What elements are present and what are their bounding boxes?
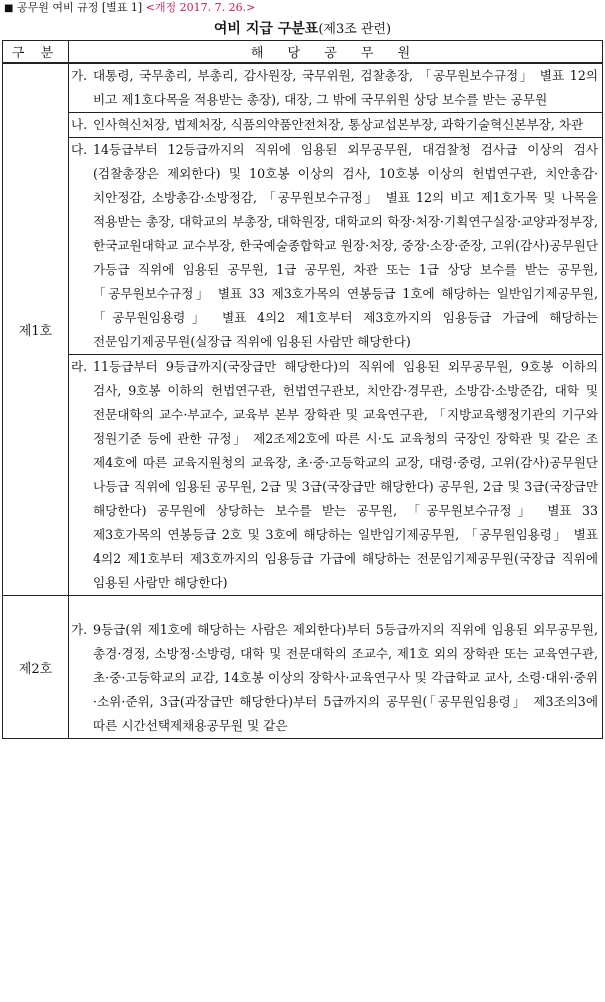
item-text: 11등급부터 9등급까지(국장급만 해당한다)의 직위에 임용된 외무공무원, 9호봉 이하의 검사, 9호봉 이하의 헌법연구관, 헌법연구관보, 치안감·경무관, 소방감·소방준감, 대학 및 전문대학의 교수·부교수, 교육부 본부 장학관 및 교육연구관, 「지방교육행정기관의 기구와 정원기준 등에 관한 규정」 제2조제2호에 따른 시·도 교육청의 국장인 장학관 및 같은 조 제4호에 따른 교육지원청의 교육장, 초·중·고등학교의 교장, 대령·중령, 고위(감사)공무원단 나등급 직위에 임용된 공무원, 2급 및 3급(국장급만 해당한다) 공무원, 2급 및 3급(국장급만 해당한다) 공무원에 상당하는 보수를 받는 공무원, 「공무원보수규정」 별표 33 제3호가목의 연봉등급 2호 및 3호에 해당하는 일반임기제공무원, 「공무원임용령」 별표 4의2 제1호부터 제3호까지의 임용등급 가급에 해당하는 전문임기제공무원(국장급 직위에 임용된 사람만 해당한다)	[93, 359, 598, 590]
table-header-row	[3, 41, 603, 64]
item-marker: 나.	[71, 117, 88, 132]
row-label: 제1호	[3, 63, 69, 596]
column-header-category: 구 분	[3, 41, 69, 64]
item-marker: 가.	[71, 622, 88, 637]
list-item	[69, 355, 602, 595]
item-marker: 다.	[71, 142, 88, 157]
item-text: 14등급부터 12등급까지의 직위에 임용된 외무공무원, 대검찰청 검사급 이상의 검사(검찰총장은 제외한다) 및 10호봉 이상의 검사, 10호봉 이상의 헌법연구관, 치안총감·치안정감, 소방총감·소방정감, 「공무원보수규정」 별표 12의 비고 제1호가목 및 나목을 적용받는 총장, 대학교의 부총장, 대학원장, 대학교의 학장·처장·기획연구실장·교양과정부장, 한국교원대학교 교수부장, 한국예술종합학교 원장·처장, 중장·소장·준장, 고위(감사)공무원단 가등급 직위에 임용된 공무원, 1급 공무원, 차관 또는 1급 상당 보수를 받는 공무원, 「공무원보수규정」 별표 33 제3호가목의 연봉등급 1호에 해당하는 일반임기제공무원, 「공무원임용령」 별표 4의2 제1호부터 제3호까지의 임용등급 가급에 해당하는 전문임기제공무원(실장급 직위에 임용된 사람만 해당한다)	[93, 142, 598, 349]
page-title	[0, 20, 605, 39]
document-header	[4, 0, 255, 16]
square-bullet-icon: ■	[4, 3, 14, 14]
list-item	[69, 64, 602, 113]
list-item	[69, 113, 602, 138]
table-row	[3, 63, 603, 596]
item-text: 대통령, 국무총리, 부총리, 감사원장, 국무위원, 검찰총장, 「공무원보수규정」 별표 12의 비고 제1호다목을 적용받는 총장), 대장, 그 밖에 국무위원 상당 보수를 받는 공무원	[93, 68, 598, 107]
item-marker: 가.	[71, 68, 88, 83]
table-row	[3, 596, 603, 739]
row-content	[69, 63, 603, 596]
title-sub: (제3조 관련)	[318, 22, 392, 37]
revision-date: <개정 2017. 7. 26.>	[145, 1, 256, 14]
list-item	[69, 138, 602, 355]
classification-table	[2, 40, 603, 739]
list-item	[69, 618, 602, 738]
regulation-reference: 공무원 여비 규정 [별표 1]	[16, 1, 143, 14]
item-marker: 라.	[71, 359, 88, 374]
row-label: 제2호	[3, 596, 69, 739]
column-header-officials: 해 당 공 무 원	[69, 41, 603, 64]
title-main: 여비 지급 구분표	[213, 21, 319, 37]
item-text: 인사혁신처장, 법제처장, 식품의약품안전처장, 통상교섭본부장, 과학기술혁신본부장, 차관	[93, 117, 584, 132]
item-text: 9등급(위 제1호에 해당하는 사람은 제외한다)부터 5등급까지의 직위에 임용된 외무공무원, 총경·경정, 소방정·소방령, 대학 및 전문대학의 조교수, 제1호 외의 장학관 또는 교육연구관, 초·중·고등학교의 교감, 14호봉 이상의 장학사·교육연구사 및 각급학교 교사, 소령·대위·중위·소위·준위, 3급(과장급만 해당한다)부터 5급까지의 공무원(「공무원임용령」 제3조의3에 따른 시간선택제채용공무원 및 같은	[93, 622, 598, 733]
row-content	[69, 596, 603, 739]
